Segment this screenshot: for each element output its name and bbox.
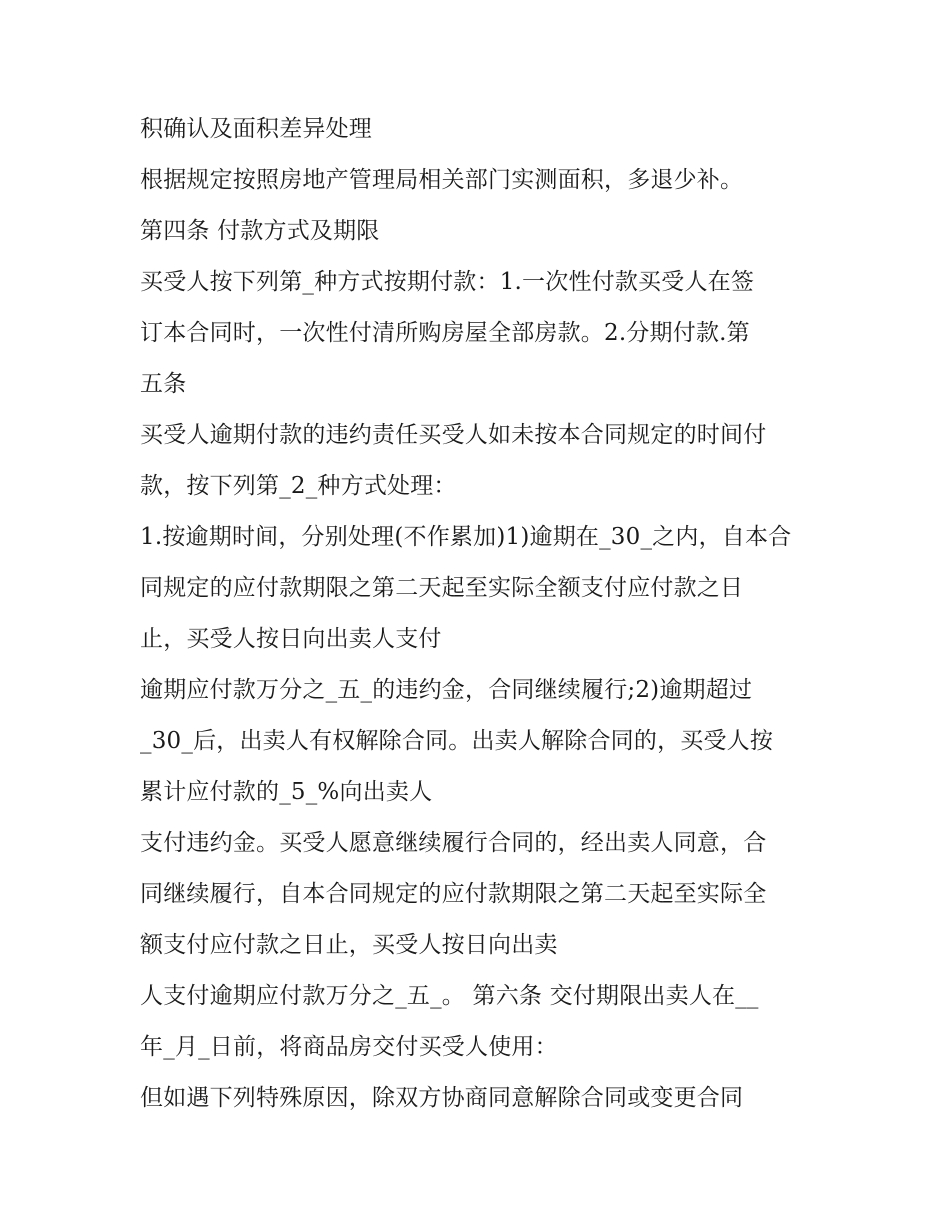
text-line: 累计应付款的_5_%向出卖人 [140, 779, 433, 805]
text-line: _30_后，出卖人有权解除合同。出卖人解除合同的，买受人按 [140, 728, 774, 754]
text-line: 买受人逾期付款的违约责任买受人如未按本合同规定的时间付 [140, 422, 767, 448]
text-line: 逾期应付款万分之_五_的违约金，合同继续履行;2)逾期超过 [140, 677, 753, 703]
text-line: 订本合同时，一次性付清所购房屋全部房款。2.分期付款.第 [140, 320, 750, 346]
text-line: 款，按下列第_2_种方式处理： [140, 473, 457, 499]
text-line: 额支付应付款之日止，买受人按日向出卖 [140, 932, 558, 958]
text-line: 积确认及面积差异处理 [140, 116, 372, 142]
text-line: 五条 [140, 371, 187, 397]
text-line: 同规定的应付款期限之第二天起至实际全额支付应付款之日 [140, 575, 744, 601]
text-line: 支付违约金。买受人愿意继续履行合同的，经出卖人同意，合 [140, 830, 767, 856]
text-line: 但如遇下列特殊原因，除双方协商同意解除合同或变更合同 [140, 1085, 744, 1111]
text-line: 人支付逾期应付款万分之_五_。 第六条 交付期限出卖人在__ [140, 983, 759, 1009]
text-line: 年_月_日前，将商品房交付买受人使用： [140, 1034, 558, 1060]
text-line: 根据规定按照房地产管理局相关部门实测面积，多退少补。 [140, 167, 744, 193]
document-body [140, 104, 830, 1124]
section-heading: 第四条 付款方式及期限 [140, 218, 380, 244]
text-line: 同继续履行，自本合同规定的应付款期限之第二天起至实际全 [140, 881, 767, 907]
text-line: 止，买受人按日向出卖人支付 [140, 626, 442, 652]
text-line: 1.按逾期时间，分别处理(不作累加)1)逾期在_30_之内，自本合 [140, 524, 792, 550]
text-line: 买受人按下列第_种方式按期付款：1.一次性付款买受人在签 [140, 269, 755, 295]
